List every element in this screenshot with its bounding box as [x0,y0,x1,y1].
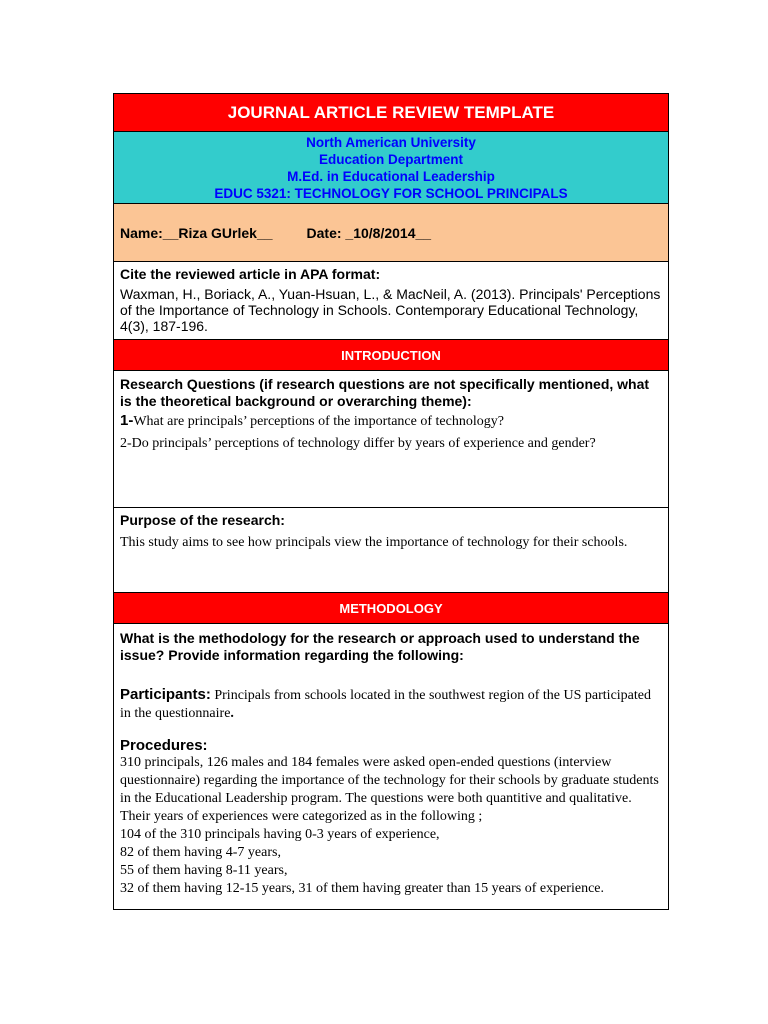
participants-period: . [230,706,234,721]
program-name: M.Ed. in Educational Leadership [287,168,495,184]
section-introduction: INTRODUCTION [114,340,668,371]
experience-line: 55 of them having 8-11 years, [120,863,288,878]
research-questions-label: Research Questions (if research questions are not specifically mentioned, what is the theoretical background or overarching theme): [120,376,650,409]
citation-text: Waxman, H., Boriack, A., Yuan-Hsuan, L., & MacNeil, A. (2013). Principals' Perceptions of the Importance of Technology in Schools. Contemporary Educational Technology, 4(3), 187-196. [120,286,661,334]
template-title: JOURNAL ARTICLE REVIEW TEMPLATE [114,94,668,132]
methodology-section [114,624,668,909]
purpose-text: This study aims to see how principals view the importance of technology for their schools. [120,535,628,550]
procedures-text: 310 principals, 126 males and 184 females were asked open-ended questions (interview questionnaire) regarding the importance of the technology for their schools by graduate students in the Educational Leadership program. The questions were both quantitive and qualitative. Their years of experiences were categorized as in the following ; [120,755,659,824]
purpose-section [114,508,668,593]
methodology-question: What is the methodology for the research or approach used to understand the issue? Provide information regarding the following: [120,630,640,663]
experience-line: 104 of the 310 principals having 0-3 years of experience, [120,827,440,842]
participants-label: Participants: [120,686,211,703]
course-name: EDUC 5321: TECHNOLOGY FOR SCHOOL PRINCIPALS [214,185,568,201]
procedures-label: Procedures: [120,737,208,754]
section-methodology: METHODOLOGY [114,593,668,624]
research-questions-section [114,371,668,508]
experience-list [120,826,662,898]
department-name: Education Department [318,151,464,167]
experience-line: 32 of them having 12-15 years, 31 of them having greater than 15 years of experience. [120,881,604,896]
citation-section [114,262,668,340]
citation-label: Cite the reviewed article in APA format: [120,266,381,282]
university-header [114,132,668,204]
review-template-table [113,93,669,910]
participants-text: Principals from schools located in the southwest region of the US participated in the questionnaire [120,688,651,721]
research-question-2: 2-Do principals’ perceptions of technology differ by years of experience and gender? [120,436,596,451]
student-info-row [114,204,668,262]
research-question-1 [120,412,662,431]
question-1-text: What are principals’ perceptions of the importance of technology? [133,414,504,429]
review-date: Date: _10/8/2014__ [306,224,432,241]
question-1-number: 1- [120,412,134,429]
purpose-label: Purpose of the research: [120,512,285,528]
student-name: Name:__Riza GUrlek__ [120,224,273,241]
participants-block [120,686,662,723]
university-name: North American University [306,134,476,150]
experience-line: 82 of them having 4-7 years, [120,845,281,860]
